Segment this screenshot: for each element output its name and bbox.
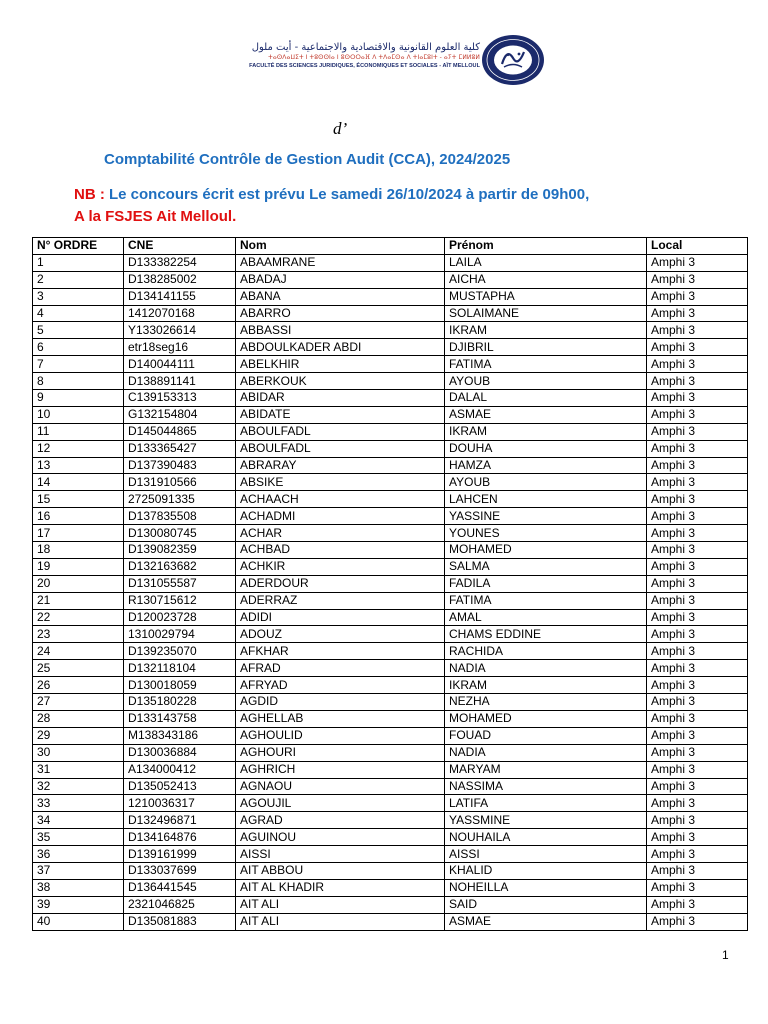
cell-local: Amphi 3 [647,846,748,863]
cell-nom: AGHELLAB [236,710,445,727]
cell-cne: D135081883 [124,913,236,930]
cell-prenom: FATIMA [445,592,647,609]
cell-prenom: SAID [445,896,647,913]
cell-prenom: NEZHA [445,694,647,711]
cell-ordre: 4 [33,305,124,322]
cell-ordre: 31 [33,761,124,778]
cell-cne: D139235070 [124,643,236,660]
cell-prenom: YOUNES [445,525,647,542]
cell-nom: ABBASSI [236,322,445,339]
cell-cne: D134141155 [124,288,236,305]
cell-ordre: 3 [33,288,124,305]
cell-prenom: FATIMA [445,356,647,373]
cell-ordre: 9 [33,390,124,407]
cell-nom: AFKHAR [236,643,445,660]
cell-nom: ABANA [236,288,445,305]
cell-prenom: FADILA [445,575,647,592]
cell-local: Amphi 3 [647,609,748,626]
cell-ordre: 29 [33,727,124,744]
table-row [33,643,748,660]
cell-local: Amphi 3 [647,896,748,913]
cell-cne: 2725091335 [124,491,236,508]
cell-nom: ABOULFADL [236,440,445,457]
cell-ordre: 1 [33,254,124,271]
cell-local: Amphi 3 [647,508,748,525]
cell-cne: D137390483 [124,457,236,474]
cell-nom: ABRARAY [236,457,445,474]
cell-local: Amphi 3 [647,474,748,491]
cell-cne: D130018059 [124,677,236,694]
cell-nom: AFRAD [236,660,445,677]
cell-prenom: DOUHA [445,440,647,457]
cell-local: Amphi 3 [647,727,748,744]
cell-nom: ADOUZ [236,626,445,643]
table-row [33,254,748,271]
cell-local: Amphi 3 [647,761,748,778]
cell-local: Amphi 3 [647,795,748,812]
cell-prenom: IKRAM [445,423,647,440]
cell-prenom: MOHAMED [445,710,647,727]
cell-prenom: NASSIMA [445,778,647,795]
cell-local: Amphi 3 [647,322,748,339]
cell-local: Amphi 3 [647,305,748,322]
cell-ordre: 34 [33,812,124,829]
cell-ordre: 33 [33,795,124,812]
exam-notice-line-1 [74,184,589,206]
cell-prenom: LATIFA [445,795,647,812]
cell-nom: AGHRICH [236,761,445,778]
cell-nom: AGHOURI [236,744,445,761]
table-row [33,406,748,423]
cell-ordre: 39 [33,896,124,913]
cell-local: Amphi 3 [647,356,748,373]
cell-prenom: KHALID [445,862,647,879]
table-header-row [33,238,748,255]
cell-nom: ABADAJ [236,271,445,288]
cell-prenom: YASSINE [445,508,647,525]
table-row [33,795,748,812]
table-row [33,862,748,879]
cell-prenom: NADIA [445,660,647,677]
cell-prenom: NOUHAILA [445,829,647,846]
cell-prenom: AICHA [445,271,647,288]
cell-nom: AIT ABBOU [236,862,445,879]
table-row [33,508,748,525]
cell-nom: ABOULFADL [236,423,445,440]
cell-cne: 1412070168 [124,305,236,322]
cell-cne: D137835508 [124,508,236,525]
cell-nom: ABERKOUK [236,373,445,390]
cell-ordre: 22 [33,609,124,626]
cell-local: Amphi 3 [647,913,748,930]
cell-nom: ADERRAZ [236,592,445,609]
table-row [33,846,748,863]
cell-ordre: 37 [33,862,124,879]
exam-notice [74,184,589,228]
cell-ordre: 19 [33,558,124,575]
stray-text: d’ [333,119,348,138]
cell-cne: C139153313 [124,390,236,407]
cell-ordre: 36 [33,846,124,863]
cell-cne: D131910566 [124,474,236,491]
cell-nom: ABDOULKADER ABDI [236,339,445,356]
table-body [33,254,748,930]
cell-local: Amphi 3 [647,778,748,795]
cell-ordre: 38 [33,879,124,896]
cell-local: Amphi 3 [647,744,748,761]
cell-local: Amphi 3 [647,423,748,440]
cell-prenom: ASMAE [445,913,647,930]
faculty-name-tifinagh: ⵜⴰⵙⴷⴰⵡⵉⵜ ⵏ ⵜⵓⵙⵙⵏⴰ ⵏ ⵓⵙⵔⵔⴰⴼ ⴷ ⵜⴷⴰⵎⵙⴰ ⴷ ⵜⵏⴰⵎⵓⵏⵜ - ⴰⵢⵜ ⵎⵍⵍⵓⵍ [268,54,480,61]
faculty-name-arabic: كلية العلوم القانونية والاقتصادية والاجتماعية - أيت ملول [251,42,480,53]
table-row [33,879,748,896]
cell-cne: A134000412 [124,761,236,778]
cell-nom: ABAAMRANE [236,254,445,271]
cell-local: Amphi 3 [647,440,748,457]
cell-local: Amphi 3 [647,457,748,474]
cell-cne: D130036884 [124,744,236,761]
table-row [33,305,748,322]
cell-cne: D135052413 [124,778,236,795]
cell-local: Amphi 3 [647,660,748,677]
cell-local: Amphi 3 [647,525,748,542]
table-row [33,710,748,727]
table-row [33,761,748,778]
cell-nom: AFRYAD [236,677,445,694]
cell-cne: D140044111 [124,356,236,373]
cell-local: Amphi 3 [647,373,748,390]
cell-ordre: 6 [33,339,124,356]
table-row [33,694,748,711]
cell-ordre: 7 [33,356,124,373]
cell-local: Amphi 3 [647,694,748,711]
cell-prenom: YASSMINE [445,812,647,829]
table-row [33,609,748,626]
cell-cne: M138343186 [124,727,236,744]
cell-ordre: 32 [33,778,124,795]
cell-nom: ABELKHIR [236,356,445,373]
cell-ordre: 17 [33,525,124,542]
cell-prenom: SOLAIMANE [445,305,647,322]
cell-cne: D139082359 [124,542,236,559]
table-row [33,440,748,457]
cell-cne: etr18seg16 [124,339,236,356]
cell-local: Amphi 3 [647,626,748,643]
table-row [33,592,748,609]
table-row [33,558,748,575]
cell-cne: D133365427 [124,440,236,457]
header-prenom: Prénom [445,238,647,255]
header-local: Local [647,238,748,255]
cell-local: Amphi 3 [647,288,748,305]
cell-ordre: 10 [33,406,124,423]
table-row [33,390,748,407]
cell-nom: ACHAACH [236,491,445,508]
table-row [33,356,748,373]
cell-local: Amphi 3 [647,677,748,694]
university-logo-icon [480,34,546,86]
table-row [33,474,748,491]
table-row [33,829,748,846]
cell-ordre: 40 [33,913,124,930]
cell-local: Amphi 3 [647,710,748,727]
table-row [33,457,748,474]
cell-local: Amphi 3 [647,643,748,660]
cell-nom: ACHADMI [236,508,445,525]
cell-ordre: 11 [33,423,124,440]
cell-local: Amphi 3 [647,339,748,356]
cell-local: Amphi 3 [647,592,748,609]
cell-nom: AIT AL KHADIR [236,879,445,896]
cell-cne: D133382254 [124,254,236,271]
faculty-name-block [222,42,480,70]
cell-nom: ADIDI [236,609,445,626]
cell-prenom: IKRAM [445,322,647,339]
table-row [33,373,748,390]
cell-cne: D136441545 [124,879,236,896]
table-row [33,896,748,913]
cell-prenom: IKRAM [445,677,647,694]
cell-nom: AGOUJIL [236,795,445,812]
cell-prenom: NADIA [445,744,647,761]
cell-nom: AGHOULID [236,727,445,744]
table-row [33,322,748,339]
table-row [33,744,748,761]
cell-nom: ACHAR [236,525,445,542]
cell-prenom: DALAL [445,390,647,407]
cell-nom: ABIDATE [236,406,445,423]
program-title: Comptabilité Contrôle de Gestion Audit (CCA), 2024/2025 [104,151,511,168]
cell-local: Amphi 3 [647,542,748,559]
table-row [33,575,748,592]
cell-local: Amphi 3 [647,271,748,288]
header-ordre: N° ORDRE [33,238,124,255]
cell-cne: D130080745 [124,525,236,542]
faculty-header [220,34,550,86]
table-row [33,491,748,508]
cell-prenom: RACHIDA [445,643,647,660]
cell-local: Amphi 3 [647,491,748,508]
cell-nom: AGNAOU [236,778,445,795]
notice-location-text: A la FSJES Ait Melloul. [74,208,237,225]
table-row [33,913,748,930]
cell-nom: ABSIKE [236,474,445,491]
cell-prenom: ASMAE [445,406,647,423]
cell-prenom: MARYAM [445,761,647,778]
cell-prenom: HAMZA [445,457,647,474]
cell-ordre: 14 [33,474,124,491]
table-row [33,812,748,829]
cell-ordre: 12 [33,440,124,457]
cell-prenom: LAHCEN [445,491,647,508]
cell-prenom: SALMA [445,558,647,575]
cell-cne: D139161999 [124,846,236,863]
cell-cne: D132163682 [124,558,236,575]
cell-cne: D134164876 [124,829,236,846]
cell-ordre: 28 [33,710,124,727]
cell-cne: 1210036317 [124,795,236,812]
cell-cne: D132118104 [124,660,236,677]
cell-prenom: AYOUB [445,373,647,390]
cell-ordre: 16 [33,508,124,525]
cell-nom: AIT ALI [236,913,445,930]
cell-cne: D120023728 [124,609,236,626]
cell-nom: AGDID [236,694,445,711]
cell-local: Amphi 3 [647,254,748,271]
cell-cne: D131055587 [124,575,236,592]
header-nom: Nom [236,238,445,255]
cell-ordre: 20 [33,575,124,592]
cell-local: Amphi 3 [647,406,748,423]
cell-prenom: AYOUB [445,474,647,491]
cell-ordre: 13 [33,457,124,474]
cell-ordre: 30 [33,744,124,761]
cell-cne: D138891141 [124,373,236,390]
cell-prenom: AISSI [445,846,647,863]
cell-nom: ABIDAR [236,390,445,407]
cell-nom: ACHKIR [236,558,445,575]
cell-ordre: 23 [33,626,124,643]
table-row [33,626,748,643]
cell-ordre: 27 [33,694,124,711]
table-row [33,339,748,356]
cell-cne: D132496871 [124,812,236,829]
notice-label: NB : [74,186,105,203]
cell-local: Amphi 3 [647,558,748,575]
cell-cne: D133037699 [124,862,236,879]
cell-cne: Y133026614 [124,322,236,339]
cell-ordre: 2 [33,271,124,288]
faculty-name-french: FACULTÉ DES SCIENCES JURIDIQUES, ÉCONOMIQUES ET SOCIALES - AÏT MELLOUL [249,63,480,69]
cell-nom: ACHBAD [236,542,445,559]
cell-nom: AGUINOU [236,829,445,846]
cell-prenom: MOHAMED [445,542,647,559]
table-row [33,660,748,677]
candidates-table [32,237,748,931]
table-row [33,525,748,542]
cell-prenom: AMAL [445,609,647,626]
cell-local: Amphi 3 [647,862,748,879]
table-row [33,778,748,795]
cell-cne: D133143758 [124,710,236,727]
table-row [33,271,748,288]
cell-nom: AISSI [236,846,445,863]
cell-local: Amphi 3 [647,879,748,896]
table-row [33,423,748,440]
table-row [33,677,748,694]
cell-prenom: NOHEILLA [445,879,647,896]
table-row [33,288,748,305]
cell-prenom: DJIBRIL [445,339,647,356]
cell-nom: ADERDOUR [236,575,445,592]
cell-ordre: 25 [33,660,124,677]
cell-cne: D145044865 [124,423,236,440]
cell-nom: ABARRO [236,305,445,322]
table-row [33,727,748,744]
cell-ordre: 24 [33,643,124,660]
cell-prenom: CHAMS EDDINE [445,626,647,643]
cell-local: Amphi 3 [647,575,748,592]
cell-cne: G132154804 [124,406,236,423]
cell-prenom: MUSTAPHA [445,288,647,305]
cell-ordre: 5 [33,322,124,339]
page-number: 1 [722,948,729,962]
cell-cne: 1310029794 [124,626,236,643]
notice-date-text: Le concours écrit est prévu Le samedi 26/10/2024 à partir de 09h00, [104,186,590,203]
table-row [33,542,748,559]
cell-prenom: LAILA [445,254,647,271]
cell-ordre: 21 [33,592,124,609]
cell-local: Amphi 3 [647,390,748,407]
cell-cne: 2321046825 [124,896,236,913]
cell-ordre: 15 [33,491,124,508]
cell-nom: AGRAD [236,812,445,829]
cell-cne: D135180228 [124,694,236,711]
cell-cne: R130715612 [124,592,236,609]
cell-prenom: FOUAD [445,727,647,744]
cell-nom: AIT ALI [236,896,445,913]
cell-ordre: 35 [33,829,124,846]
cell-ordre: 18 [33,542,124,559]
cell-local: Amphi 3 [647,812,748,829]
cell-ordre: 8 [33,373,124,390]
cell-ordre: 26 [33,677,124,694]
header-cne: CNE [124,238,236,255]
cell-cne: D138285002 [124,271,236,288]
cell-local: Amphi 3 [647,829,748,846]
